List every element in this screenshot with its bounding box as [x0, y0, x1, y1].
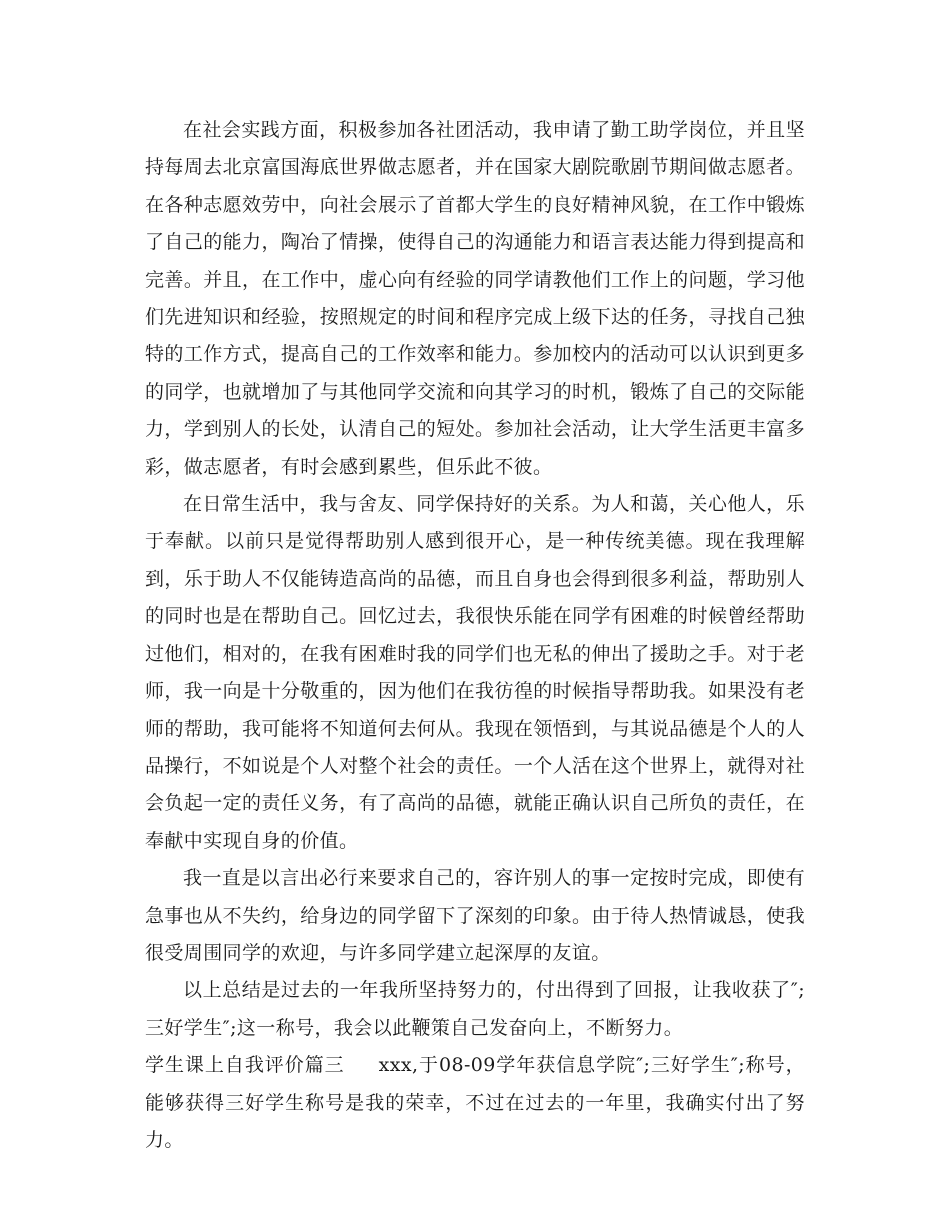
section-heading: 学生课上自我评价篇三 [145, 1054, 345, 1077]
paragraph-summary: 以上总结是过去的一年我所坚持努力的，付出得到了回报，让我收获了″;三好学生″;这一称号，我会以此鞭策自己发奋向上，不断努力。 [145, 979, 805, 1039]
document-body [145, 112, 805, 1159]
paragraph-section-three [145, 1047, 805, 1159]
section-text: xxx,于08-09学年获信息学院″;三好学生″;称号，能够获得三好学生称号是我的荣幸，不过在过去的一年里，我确实付出了努力。 [145, 1054, 805, 1151]
paragraph-daily-life: 在日常生活中，我与舍友、同学保持好的关系。为人和蔼，关心他人，乐于奉献。以前只是觉得帮助别人感到很开心，是一种传统美德。现在我理解到，乐于助人不仅能铸造高尚的品德，而且自身也会得到很多利益，帮助别人的同时也是在帮助自己。回忆过去，我很快乐能在同学有困难的时候曾经帮助过他们，相对的，在我有困难时我的同学们也无私的伸出了援助之手。对于老师，我一向是十分敬重的，因为他们在我彷徨的时候指导帮助我。如果没有老师的帮助，我可能将不知道何去何从。我现在领悟到，与其说品德是个人的人品操行，不如说是个人对整个社会的责任。一个人活在这个世界上，就得对社会负起一定的责任义务，有了高尚的品德，就能正确认识自己所负的责任，在奉献中实现自身的价值。 [145, 493, 805, 852]
paragraph-social-practice: 在社会实践方面，积极参加各社团活动，我申请了勤工助学岗位，并且坚持每周去北京富国海底世界做志愿者，并在国家大剧院歌剧节期间做志愿者。在各种志愿效劳中，向社会展示了首都大学生的良好精神风貌，在工作中锻炼了自己的能力，陶冶了情操，使得自己的沟通能力和语言表达能力得到提高和完善。并且，在工作中，虚心向有经验的同学请教他们工作上的问题，学习他们先进知识和经验，按照规定的时间和程序完成上级下达的任务，寻找自己独特的工作方式，提高自己的工作效率和能力。参加校内的活动可以认识到更多的同学，也就增加了与其他同学交流和向其学习的时机，锻炼了自己的交际能力，学到别人的长处，认清自己的短处。参加社会活动，让大学生活更丰富多彩，做志愿者，有时会感到累些，但乐此不彼。 [145, 119, 805, 478]
paragraph-keeping-promises: 我一直是以言出必行来要求自己的，容许别人的事一定按时完成，即使有急事也从不失约，给身边的同学留下了深刻的印象。由于待人热情诚恳，使我很受周围同学的欢迎，与许多同学建立起深厚的友谊。 [145, 867, 805, 964]
